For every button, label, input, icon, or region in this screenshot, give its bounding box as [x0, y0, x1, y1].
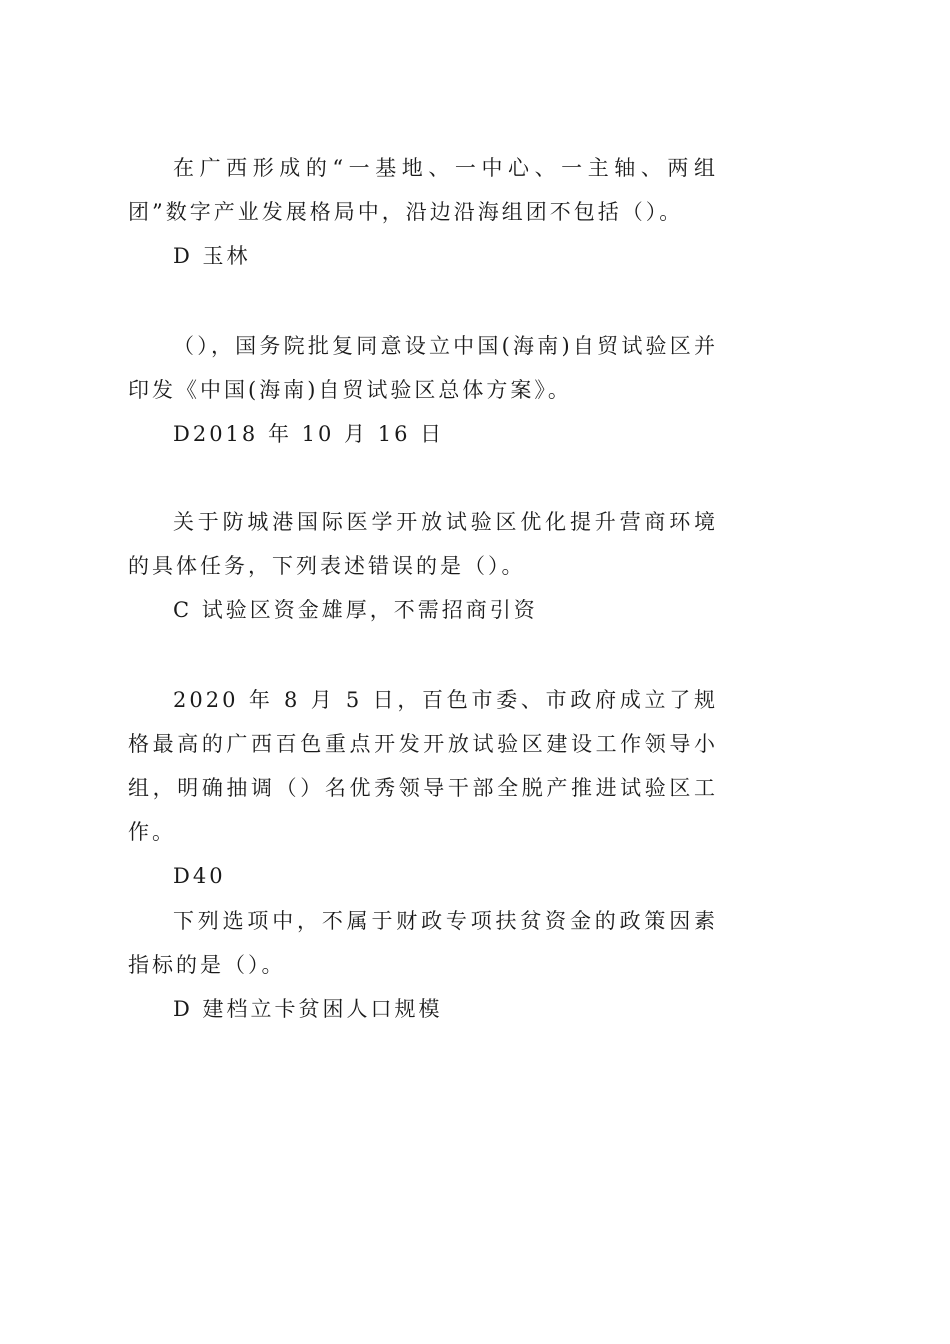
answer-text: D2018 年 10 月 16 日: [173, 422, 445, 446]
question-text: 在广西形成的“一基地、一中心、一主轴、两组团”数字产业发展格局中，沿边沿海组团不包括（）。: [128, 156, 718, 224]
question-block: [128, 500, 718, 632]
question-text: 2020 年 8 月 5 日，百色市委、市政府成立了规格最高的广西百色重点开发开放试验区建设工作领导小组，明确抽调（）名优秀领导干部全脱产推进试验区工作。: [128, 688, 718, 844]
question-text: （），国务院批复同意设立中国(海南)自贸试验区并印发《中国(海南)自贸试验区总体方案》。: [128, 334, 718, 402]
question-block: [128, 899, 718, 1031]
question-text: 下列选项中，不属于财政专项扶贫资金的政策因素指标的是（）。: [128, 909, 718, 977]
question-block: [128, 324, 718, 456]
question-text: 关于防城港国际医学开放试验区优化提升营商环境的具体任务，下列表述错误的是（）。: [128, 510, 718, 578]
answer-text: D 建档立卡贫困人口规模: [173, 997, 443, 1021]
question-block: [128, 146, 718, 278]
answer-text: D40: [173, 864, 226, 888]
answer-text: D 玉林: [173, 244, 251, 268]
answer-text: C 试验区资金雄厚，不需招商引资: [173, 598, 538, 622]
question-block: [128, 678, 718, 898]
